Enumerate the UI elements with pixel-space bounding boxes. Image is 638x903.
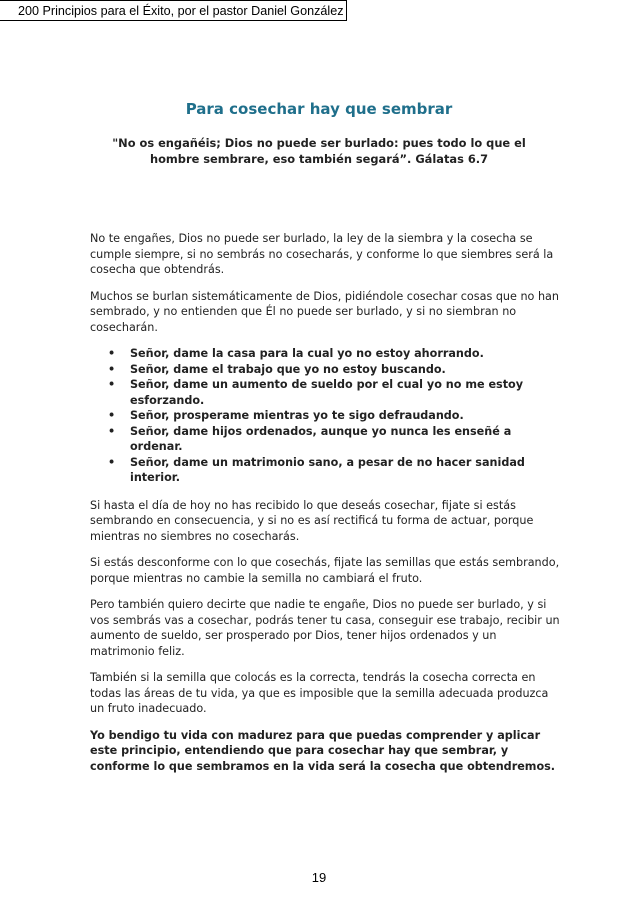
page-number: 19 xyxy=(311,870,327,885)
bullet-list xyxy=(90,346,560,486)
bullet-text: Señor, dame un matrimonio sano, a pesar de no hacer sanidad interior. xyxy=(130,455,525,484)
bible-verse: "No os engañéis; Dios no puede ser burlado: pues todo lo que el hombre sembrare, eso también segará”. Gálatas 6.7 xyxy=(112,136,526,166)
bullet-item xyxy=(108,377,560,408)
paragraph-1: No te engañes, Dios no puede ser burlado, la ley de la siembra y la cosecha se cumple siempre, si no sembrás no cosecharás, y conforme lo que siembres será la cosecha que obtendrás. xyxy=(90,232,554,276)
chapter-body xyxy=(90,231,560,785)
bullet-item xyxy=(108,346,560,362)
paragraph-4: Si estás desconforme con lo que cosechás, fijate las semillas que estás sembrando, porque mientras no cambie la semilla no cambiará el fruto. xyxy=(90,556,560,585)
paragraph-2: Muchos se burlan sistemáticamente de Dios, pidiéndole cosechar cosas que no han sembrado, y no entienden que Él no puede ser burlado, y si no siembran no cosecharán. xyxy=(90,289,559,334)
paragraph-5: Pero también quiero decirte que nadie te engañe, Dios no puede ser burlado, y si vos sembrás vas a cosechar, podrás tener tu casa, conseguir ese trabajo, recibir un aumento de sueldo, ser prosperado por Dios, tener hijos ordenados y un matrimonio feliz. xyxy=(90,598,560,658)
paragraph-6: También si la semilla que colocás es la correcta, tendrás la cosecha correcta en todas las áreas de tu vida, ya que es imposible que la semilla adecuada produzca un fruto inadecuado. xyxy=(90,671,549,715)
bullet-item xyxy=(108,455,560,486)
chapter-title: Para cosechar hay que sembrar xyxy=(185,100,453,118)
bullet-text: Señor, dame el trabajo que yo no estoy buscando. xyxy=(130,362,446,376)
bullet-dot-icon: • xyxy=(108,424,116,438)
paragraph-3: Si hasta el día de hoy no has recibido lo que deseás cosechar, fijate si estás sembrando en consecuencia, y si no es así rectificá tu forma de actuar, porque mientras no siembres no cosecharás. xyxy=(90,498,534,543)
running-header: 200 Principios para el Éxito, por el pastor Daniel González xyxy=(0,0,347,21)
bullet-dot-icon: • xyxy=(108,347,116,360)
bullet-item xyxy=(108,362,560,378)
bullet-text: Señor, dame la casa para la cual yo no estoy ahorrando. xyxy=(130,347,484,360)
bullet-dot-icon: • xyxy=(108,362,116,376)
bullet-item xyxy=(108,424,560,455)
bullet-text: Señor, dame un aumento de sueldo por el cual yo no me estoy esforzando. xyxy=(130,378,524,407)
closing-blessing: Yo bendigo tu vida con madurez para que puedas comprender y aplicar este principio, entendiendo que para cosechar hay que sembrar, y conforme lo que sembramos en la vida será la cosecha que obtendremos. xyxy=(90,728,556,773)
bullet-item xyxy=(108,408,560,424)
bullet-dot-icon: • xyxy=(108,455,116,469)
bullet-text: Señor, prosperame mientras yo te sigo defraudando. xyxy=(130,409,464,422)
bullet-dot-icon: • xyxy=(108,378,116,391)
bullet-text: Señor, dame hijos ordenados, aunque yo nunca les enseñé a ordenar. xyxy=(130,424,512,453)
bullet-dot-icon: • xyxy=(108,409,116,422)
